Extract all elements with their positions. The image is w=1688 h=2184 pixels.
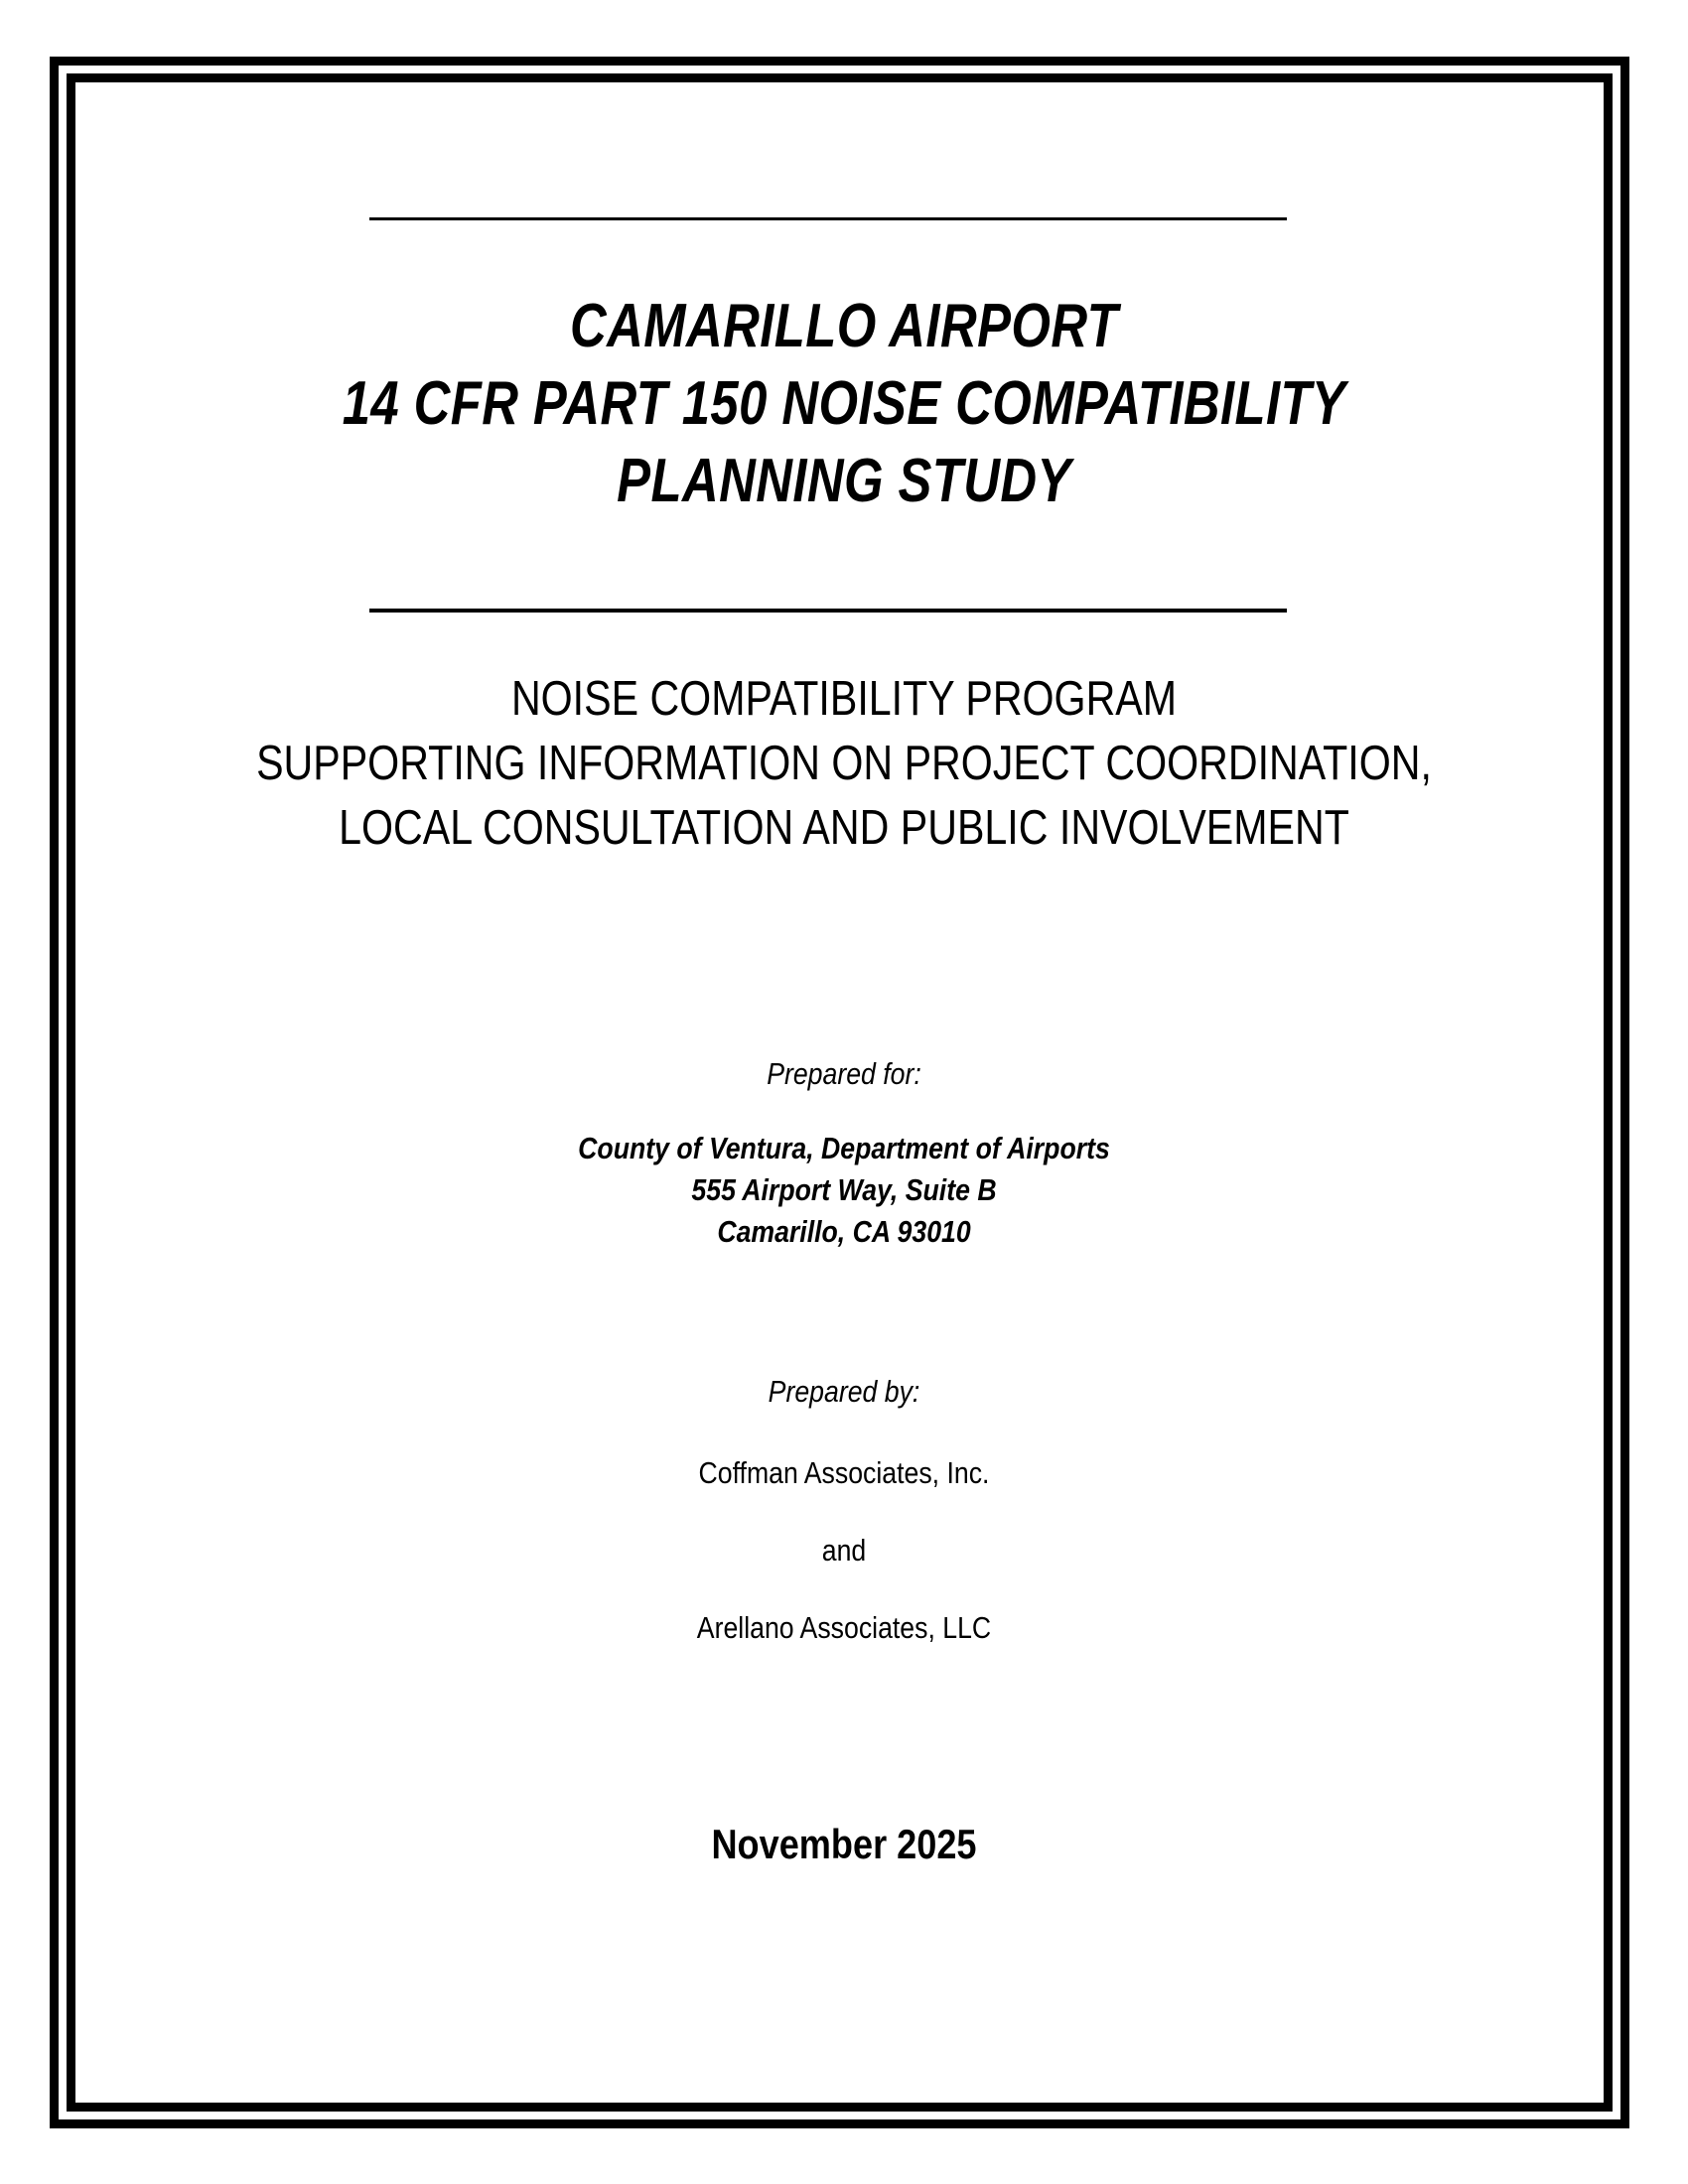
date-text: November 2025: [711, 1821, 977, 1867]
client-street: 555 Airport Way, Suite B: [691, 1172, 997, 1207]
page-title: [149, 288, 1539, 520]
prepared-by-block: [248, 1372, 1440, 1648]
spacer: [248, 1412, 1440, 1453]
subtitle-line-2: SUPPORTING INFORMATION ON PROJECT COORDINATION,: [256, 737, 1432, 790]
title-line-1: CAMARILLO AIRPORT: [569, 292, 1119, 360]
consultant-primary: Coffman Associates, Inc.: [698, 1455, 990, 1490]
consultant-secondary: Arellano Associates, LLC: [696, 1610, 992, 1645]
spacer: [248, 1493, 1440, 1531]
title-line-3: PLANNING STUDY: [617, 447, 1071, 515]
client-city-state-zip: Camarillo, CA 93010: [717, 1214, 971, 1249]
prepared-for-label: Prepared for:: [767, 1056, 921, 1091]
title-rule-top: [369, 217, 1287, 220]
client-address: [248, 1128, 1440, 1253]
client-name: County of Ventura, Department of Airports: [578, 1131, 1110, 1165]
prepared-by-label: Prepared by:: [768, 1374, 920, 1409]
subtitle-line-3: LOCAL CONSULTATION AND PUBLIC INVOLVEMENT: [339, 801, 1349, 855]
title-rule-bottom: [369, 609, 1287, 613]
title-line-2: 14 CFR PART 150 NOISE COMPATIBILITY: [342, 369, 1346, 438]
consultant-conjunction: and: [821, 1533, 867, 1568]
subtitle-line-1: NOISE COMPATIBILITY PROGRAM: [510, 672, 1178, 726]
page-subtitle: [99, 667, 1589, 861]
spacer: [248, 1570, 1440, 1608]
publication-date: [248, 1819, 1440, 1870]
prepared-for-block: [248, 1054, 1440, 1253]
